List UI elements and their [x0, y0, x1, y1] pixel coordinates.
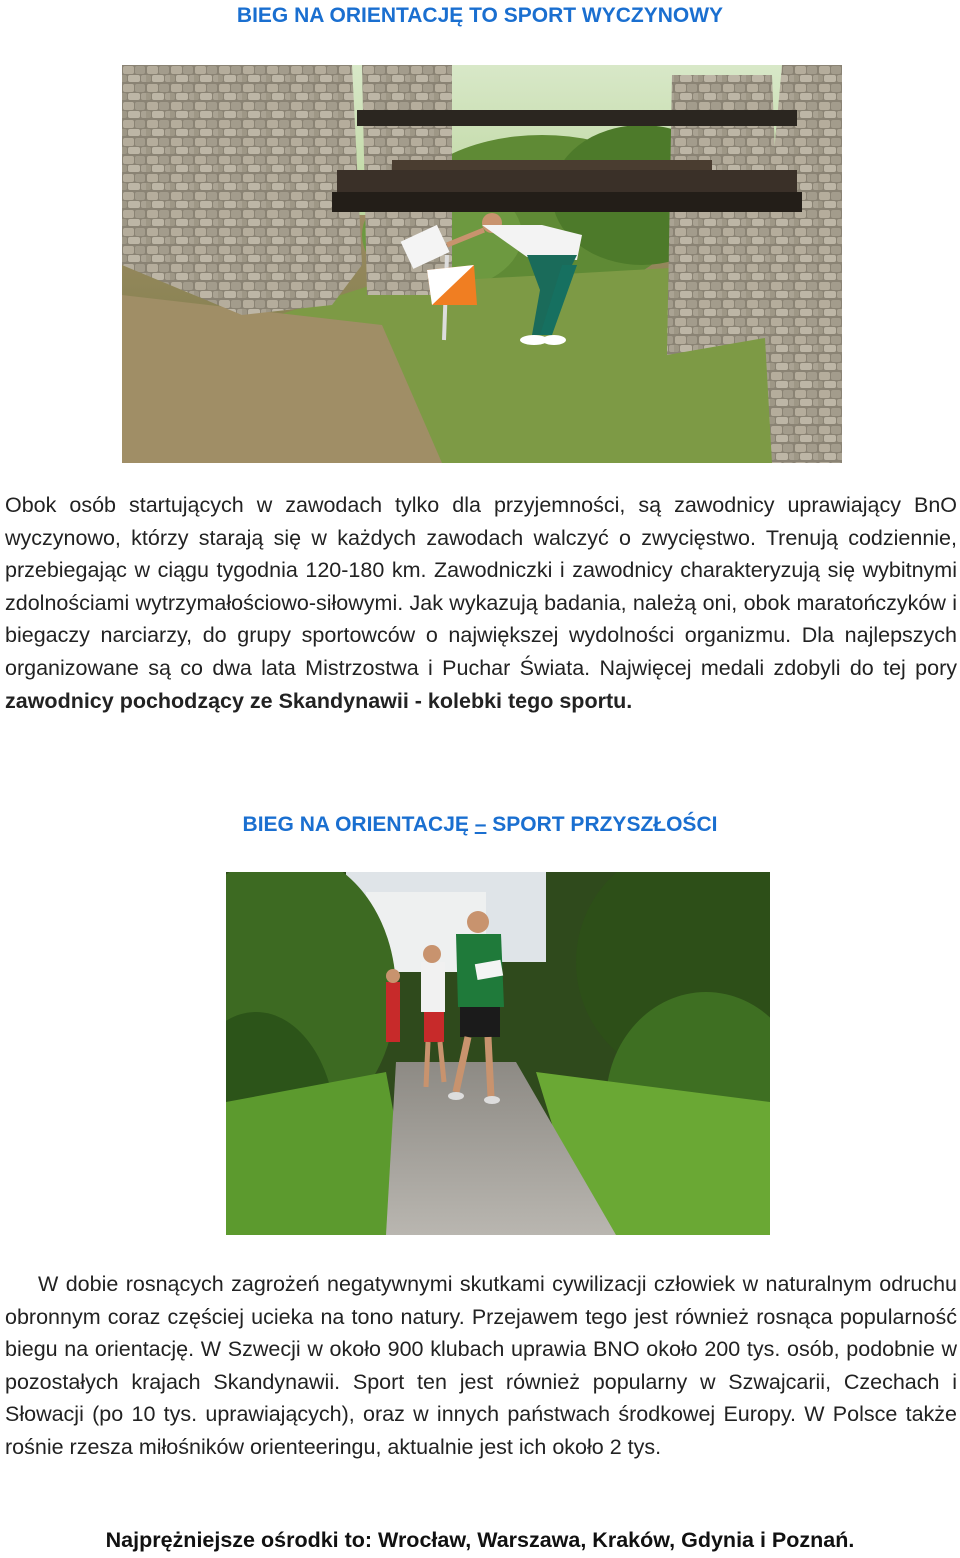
paragraph-sport-future-text: W dobie rosnących zagrożeń negatywnymi skutkami cywilizacji człowiek w naturalnym odruchu obronnym coraz częściej ucieka na tono natury. Przejawem tego jest również rosnąca popularność biegu na orientację. W Szwecji w około 900 klubach uprawia BNO około 200 tys. osób, podobnie w pozostałych krajach Skandynawii. Sport ten jest również popularny w Szwajcarii, Czechach i Słowacji (po 10 tys. uprawiających), oraz w innych państwach środkowej Europy. W Polsce także rośnie rzesza miłośników orienteeringu, aktualnie jest ich około 2 tys.: [5, 1272, 957, 1459]
heading-sport-future-part1: BIEG NA ORIENTACJĘ: [242, 813, 475, 836]
paragraph-competitive-athletes: [5, 489, 957, 717]
photo-orienteering-bridge: [122, 65, 842, 463]
heading-sport-future: [0, 813, 960, 837]
paragraph-competitive-bold: zawodnicy pochodzący ze Skandynawii - kolebki tego sportu.: [5, 688, 633, 713]
heading-sport-future-dash: –: [474, 813, 487, 836]
photo-runners-path: [226, 872, 770, 1235]
footer-strongest-centres: Najprężniejsze ośrodki to: Wrocław, Warszawa, Kraków, Gdynia i Poznań.: [105, 1528, 855, 1552]
paragraph-sport-future: [5, 1268, 957, 1464]
heading-competitive-sport: BIEG NA ORIENTACJĘ TO SPORT WYCZYNOWY: [236, 4, 724, 27]
paragraph-competitive-text: Obok osób startujących w zawodach tylko dla przyjemności, są zawodnicy uprawiający BnO wyczynowo, którzy starają się w każdych zawodach walczyć o zwycięstwo. Trenują codziennie, przebiegając w ciągu tygodnia 120-180 km. Zawodniczki i zawodnicy charakteryzują się wybitnymi zdolnościami wytrzymałościowo-siłowymi. Jak wykazują badania, należą oni, obok maratończyków i biegaczy narciarzy, do grupy sportowców o największej wydolności organizmu. Dla najlepszych organizowane są co dwa lata Mistrzostwa i Puchar Świata. Najwięcej medali zdobyli do tej pory: [5, 493, 957, 680]
heading-sport-future-part2: SPORT PRZYSZŁOŚCI: [486, 813, 718, 836]
